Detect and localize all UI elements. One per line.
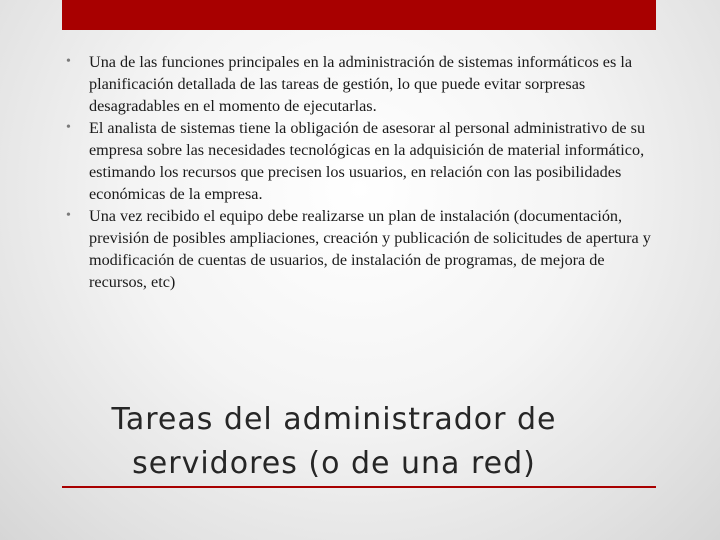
bullet-text: Una de las funciones principales en la administración de sistemas informáticos es la planificación detallada de las tareas de gestión, lo que puede evitar sorpresas desagradables en el momento de ejecutarlas. [89, 53, 633, 115]
bullet-list [66, 51, 656, 293]
bullet-dot-icon: • [66, 208, 71, 223]
bullet-text: Una vez recibido el equipo debe realizarse un plan de instalación (documentación, previsión de posibles ampliaciones, creación y publicación de solicitudes de apertura y modificación de cuentas de usuarios, de instalación de programas, de mejora de recursos, etc) [89, 207, 651, 291]
top-accent-bar [62, 0, 656, 30]
bullet-item [66, 51, 656, 117]
bullet-item [66, 117, 656, 205]
bullet-text: El analista de sistemas tiene la obligación de asesorar al personal administrativo de su empresa sobre las necesidades tecnológicas en la adquisición de material informático, estimando los recursos que precisen los usuarios, en relación con las posibilidades económicas de la empresa. [89, 119, 646, 203]
bullet-dot-icon: • [66, 120, 71, 135]
bullet-dot-icon: • [66, 54, 71, 69]
bullet-item [66, 205, 656, 293]
slide-title: Tareas del administrador de servidores (o de una red) [111, 402, 557, 481]
title-underline-rule [62, 486, 656, 488]
